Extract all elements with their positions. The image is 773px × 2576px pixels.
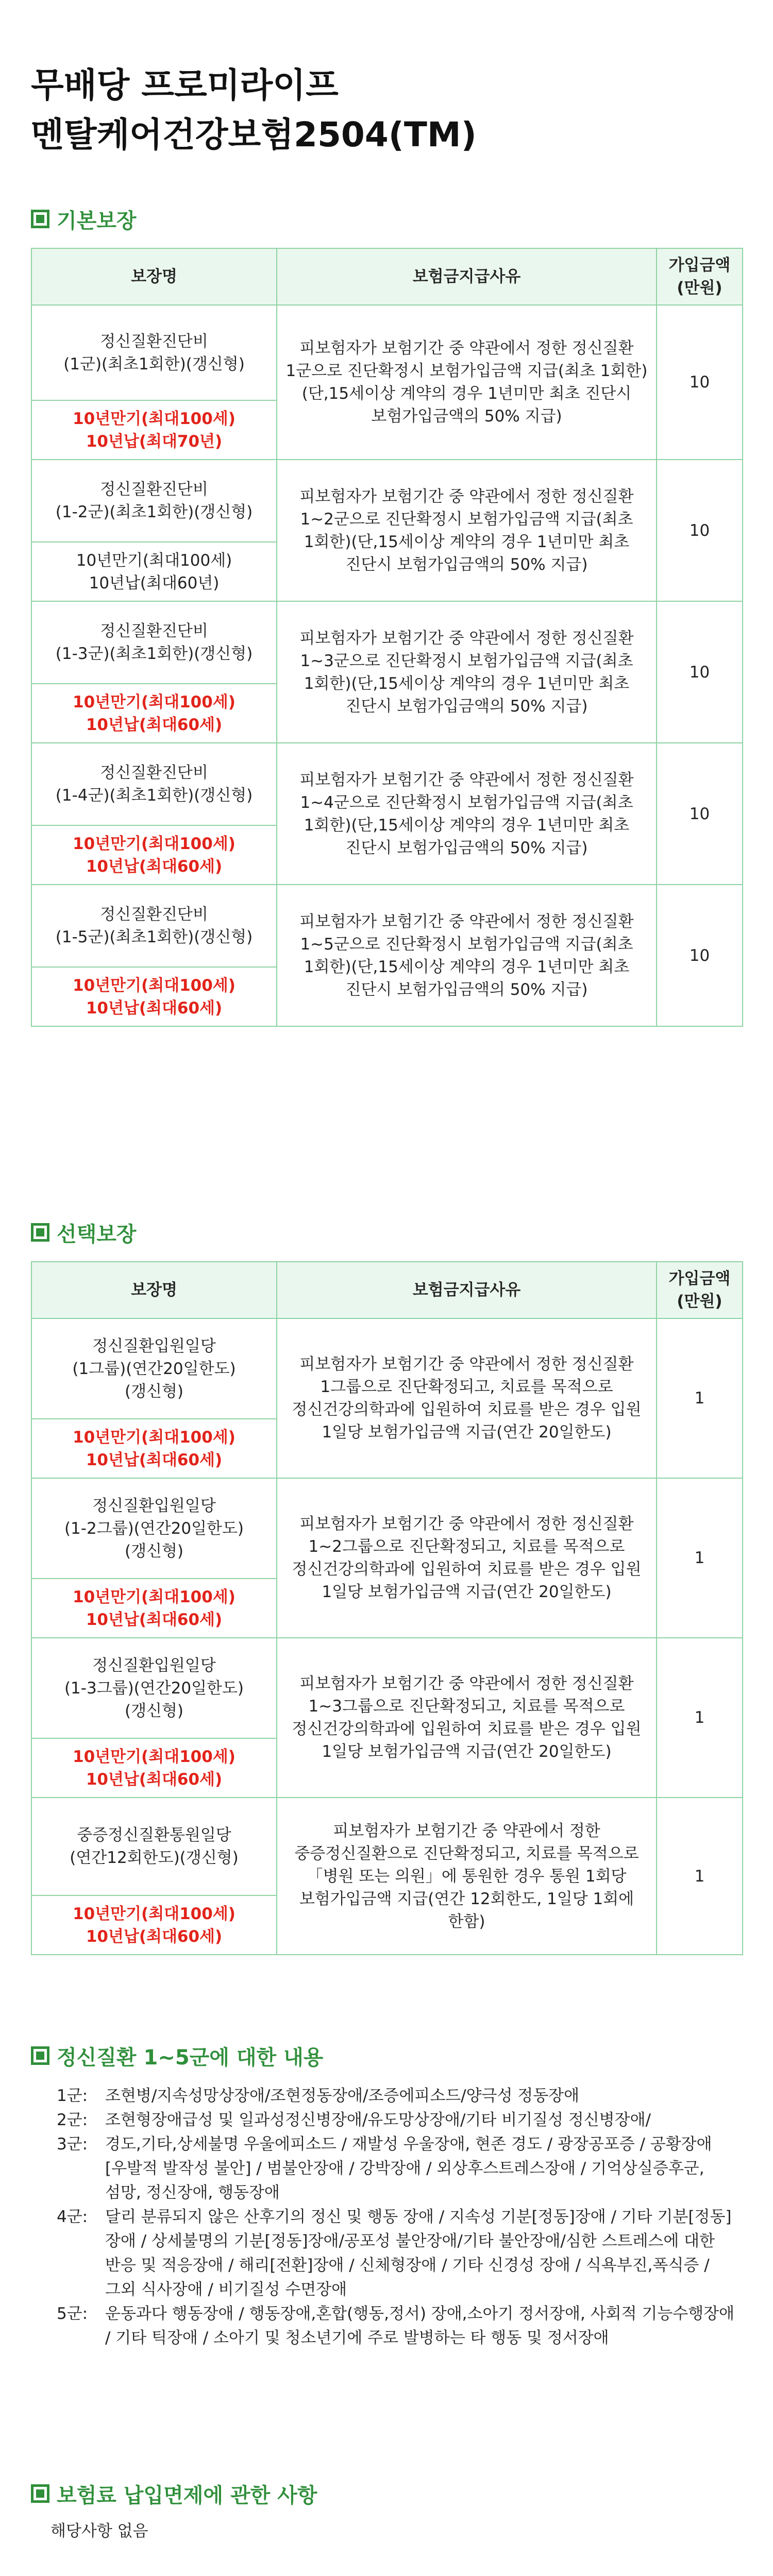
coverage-term-line: 10년만기(최대100세) — [73, 1428, 236, 1447]
amount-value: 10 — [657, 601, 743, 743]
optional-table-header-row — [31, 1262, 743, 1318]
coverage-term-line: 10년만기(최대100세) — [73, 692, 236, 711]
header-amount — [657, 248, 743, 305]
coverage-term-line: 10년납(최대60세) — [86, 857, 223, 876]
coverage-term-line: 10년납(최대60세) — [86, 1450, 223, 1469]
coverage-term — [31, 400, 277, 460]
mental-illness-list — [57, 2084, 737, 2350]
coverage-name-line: (갱신형) — [124, 1701, 184, 1720]
payment-reason: 피보험자가 보험기간 중 약관에서 정한 중증정신질환으로 진단확정되고, 치료를 목적으로「병원 또는 의원」에 통원한 경우 통원 1회당 보험가입금액 지급(연간 12회한도, 1일당 1회에 한함) — [277, 1798, 657, 1955]
coverage-term — [31, 825, 277, 885]
amount-value: 10 — [657, 460, 743, 601]
coverage-name-line: 정신질환진단비 — [100, 622, 208, 640]
coverage-term-line: 10년만기(최대100세) — [73, 1747, 236, 1766]
mental-illness-heading-text: 정신질환 1~5군에 대한 내용 — [57, 2045, 324, 2070]
coverage-term-line: 10년납(최대60세) — [86, 1770, 223, 1789]
coverage-term — [31, 1738, 277, 1798]
optional-coverage-table — [31, 1261, 743, 1955]
coverage-name-line: (1-2군)(최초1회한)(갱신형) — [55, 503, 253, 521]
table-row — [31, 1798, 743, 1895]
list-item — [57, 2132, 737, 2205]
list-item — [57, 2302, 737, 2350]
coverage-term — [31, 1895, 277, 1955]
coverage-name-line: 정신질환진단비 — [100, 905, 208, 924]
coverage-term-line: 10년납(최대60년) — [89, 573, 220, 592]
header-amount-line1: 가입금액 — [668, 256, 731, 275]
header-payment-reason: 보험금지급사유 — [277, 248, 657, 305]
coverage-name-line: (1-5군)(최초1회한)(갱신형) — [55, 928, 253, 946]
coverage-term-line: 10년납(최대60세) — [86, 715, 223, 734]
basic-coverage-heading — [31, 204, 742, 234]
group-label: 2군: — [57, 2111, 88, 2129]
coverage-term-line: 10년만기(최대100세) — [73, 976, 236, 995]
header-amount-line1: 가입금액 — [668, 1269, 731, 1288]
coverage-term — [31, 1579, 277, 1638]
amount-value: 10 — [657, 743, 743, 885]
coverage-name-line: 정신질환입원일당 — [92, 1656, 216, 1675]
premium-waiver-text: 해당사항 없음 — [51, 2522, 148, 2540]
coverage-term-line: 10년만기(최대100세) — [73, 1904, 236, 1923]
payment-reason: 피보험자가 보험기간 중 약관에서 정한 정신질환 1그룹으로 진단확정되고, 치료를 목적으로 정신건강의학과에 입원하여 치료를 받은 경우 입원 1일당 보험가입금액 지급(연간 20일한도) — [277, 1318, 657, 1478]
coverage-name — [31, 460, 277, 542]
table-row — [31, 1478, 743, 1579]
coverage-name-line: 정신질환진단비 — [100, 332, 208, 351]
product-title — [31, 61, 742, 160]
amount-value: 1 — [657, 1638, 743, 1798]
header-coverage-name: 보장명 — [31, 248, 277, 305]
payment-reason: 피보험자가 보험기간 중 약관에서 정한 정신질환 1~3그룹으로 진단확정되고, 치료를 목적으로 정신건강의학과에 입원하여 치료를 받은 경우 입원 1일당 보험가입금액 지급(연간 20일한도) — [277, 1638, 657, 1798]
coverage-name-line: (1-4군)(최초1회한)(갱신형) — [55, 786, 253, 805]
amount-value: 10 — [657, 885, 743, 1026]
product-title-line1: 무배당 프로미라이프 — [31, 65, 339, 105]
coverage-term-line: 10년납(최대60세) — [86, 998, 223, 1018]
group-description: 조현병/지속성망상장애/조현정동장애/조증에피소드/양극성 정동장애 — [105, 2087, 580, 2105]
payment-reason: 피보험자가 보험기간 중 약관에서 정한 정신질환 1~2군으로 진단확정시 보험가입금액 지급(최초 1회한)(단,15세이상 계약의 경우 1년미만 최초 진단시 보험가입금액의 50% 지급) — [277, 460, 657, 601]
basic-coverage-table — [31, 248, 743, 1027]
optional-coverage-heading — [31, 1217, 742, 1248]
coverage-name — [31, 1798, 277, 1895]
square-bullet-icon — [31, 1223, 49, 1242]
coverage-term — [31, 542, 277, 601]
coverage-term-line: 10년납(최대60세) — [86, 1927, 223, 1946]
coverage-name — [31, 1318, 277, 1419]
square-bullet-icon — [31, 2484, 49, 2503]
coverage-term-line: 10년납(최대70년) — [86, 432, 223, 451]
coverage-term-line: 10년만기(최대100세) — [73, 834, 236, 853]
coverage-name — [31, 1478, 277, 1579]
page — [31, 0, 742, 2576]
coverage-name — [31, 601, 277, 684]
payment-reason: 피보험자가 보험기간 중 약관에서 정한 정신질환 1군으로 진단확정시 보험가입금액 지급(최초 1회한)(단,15세이상 계약의 경우 1년미만 최초 진단시 보험가입금액의 50% 지급) — [277, 305, 657, 460]
group-description: 경도,기타,상세불명 우울에피소드 / 재발성 우울장애, 현존 경도 / 광장공포증 / 공황장애[우발적 발작성 불안] / 범불안장애 / 강박장애 / 외상후스트레스장애 / 기억상실증후군, 섬망, 정신장애, 행동장애 — [105, 2135, 712, 2202]
coverage-name-line: (1-3그룹)(연간20일한도) — [64, 1679, 244, 1698]
table-row — [31, 460, 743, 542]
group-label: 5군: — [57, 2304, 88, 2323]
coverage-term-line: 10년만기(최대100세) — [73, 1587, 236, 1606]
table-row — [31, 1638, 743, 1738]
basic-table-header-row — [31, 248, 743, 305]
payment-reason: 피보험자가 보험기간 중 약관에서 정한 정신질환 1~5군으로 진단확정시 보험가입금액 지급(최초 1회한)(단,15세이상 계약의 경우 1년미만 최초 진단시 보험가입금액의 50% 지급) — [277, 885, 657, 1026]
coverage-name-line: (갱신형) — [124, 1382, 184, 1401]
table-row — [31, 601, 743, 684]
coverage-name-line: (갱신형) — [124, 1541, 184, 1561]
list-item — [57, 2084, 737, 2108]
table-row — [31, 885, 743, 967]
amount-value: 1 — [657, 1798, 743, 1955]
coverage-term — [31, 967, 277, 1026]
coverage-term — [31, 684, 277, 743]
coverage-name-line: 중증정신질환통원일당 — [77, 1826, 231, 1844]
table-row — [31, 743, 743, 825]
mental-illness-heading — [31, 2040, 742, 2071]
group-label: 4군: — [57, 2208, 88, 2226]
coverage-name-line: (1군)(최초1회한)(갱신형) — [63, 354, 245, 374]
optional-coverage-heading-text: 선택보장 — [57, 1222, 137, 1246]
header-coverage-name: 보장명 — [31, 1262, 277, 1318]
coverage-name — [31, 743, 277, 825]
group-description: 운동과다 행동장애 / 행동장애,혼합(행동,정서) 장애,소아기 정서장애, 사회적 기능수행장애 / 기타 틱장애 / 소아기 및 청소년기에 주로 발병하는 타 행동 및 정서장애 — [105, 2304, 735, 2347]
table-row — [31, 1318, 743, 1419]
table-row — [31, 305, 743, 400]
coverage-name-line: 정신질환진단비 — [100, 480, 208, 499]
coverage-term — [31, 1419, 277, 1478]
premium-waiver-heading — [31, 2478, 742, 2509]
square-bullet-icon — [31, 2046, 49, 2065]
list-item — [57, 2108, 737, 2132]
coverage-term-line: 10년만기(최대100세) — [76, 551, 232, 570]
payment-reason: 피보험자가 보험기간 중 약관에서 정한 정신질환 1~4군으로 진단확정시 보험가입금액 지급(최초 1회한)(단,15세이상 계약의 경우 1년미만 최초 진단시 보험가입금액의 50% 지급) — [277, 743, 657, 885]
premium-waiver-heading-text: 보험료 납입면제에 관한 사항 — [57, 2483, 317, 2507]
group-label: 3군: — [57, 2135, 88, 2154]
coverage-term-line: 10년만기(최대100세) — [73, 409, 236, 428]
amount-value: 1 — [657, 1478, 743, 1638]
coverage-name-line: (연간12회한도)(갱신형) — [70, 1849, 239, 1867]
square-bullet-icon — [31, 210, 49, 228]
coverage-name-line: 정신질환입원일당 — [92, 1336, 216, 1355]
payment-reason: 피보험자가 보험기간 중 약관에서 정한 정신질환 1~2그룹으로 진단확정되고, 치료를 목적으로 정신건강의학과에 입원하여 치료를 받은 경우 입원 1일당 보험가입금액 지급(연간 20일한도) — [277, 1478, 657, 1638]
list-item — [57, 2205, 737, 2302]
coverage-name — [31, 305, 277, 400]
coverage-name-line: (1-3군)(최초1회한)(갱신형) — [55, 645, 253, 663]
basic-coverage-heading-text: 기본보장 — [57, 209, 137, 233]
amount-value: 10 — [657, 305, 743, 460]
group-description: 달리 분류되지 않은 산후기의 정신 및 행동 장애 / 지속성 기분[정동]장애 / 기타 기분[정동]장애 / 상세불명의 기분[정동]장애/공포성 불안장애/기타 불안장애/심한 스트레스에 대한 반응 및 적응장애 / 해리[전환]장애 / 신체형장애 / 기타 신경성 장애 / 식욕부진,폭식증 / 그외 식사장애 / 비기질성 수면장애 — [105, 2208, 732, 2299]
amount-value: 1 — [657, 1318, 743, 1478]
coverage-name — [31, 1638, 277, 1738]
group-label: 1군: — [57, 2087, 88, 2105]
header-payment-reason: 보험금지급사유 — [277, 1262, 657, 1318]
coverage-name-line: (1그룹)(연간20일한도) — [72, 1359, 236, 1378]
header-amount-line2: (만원) — [677, 1292, 722, 1311]
header-amount — [657, 1262, 743, 1318]
coverage-name-line: 정신질환입원일당 — [92, 1496, 216, 1515]
coverage-term-line: 10년납(최대60세) — [86, 1610, 223, 1629]
coverage-name — [31, 885, 277, 967]
group-description: 조현형장애급성 및 일과성정신병장애/유도망상장애/기타 비기질성 정신병장애/ — [105, 2111, 651, 2129]
payment-reason: 피보험자가 보험기간 중 약관에서 정한 정신질환 1~3군으로 진단확정시 보험가입금액 지급(최초 1회한)(단,15세이상 계약의 경우 1년미만 최초 진단시 보험가입금액의 50% 지급) — [277, 601, 657, 743]
coverage-name-line: (1-2그룹)(연간20일한도) — [64, 1519, 244, 1538]
product-title-line2: 멘탈케어건강보험2504(TM) — [31, 115, 477, 155]
coverage-name-line: 정신질환진단비 — [100, 764, 208, 782]
header-amount-line2: (만원) — [677, 279, 722, 297]
